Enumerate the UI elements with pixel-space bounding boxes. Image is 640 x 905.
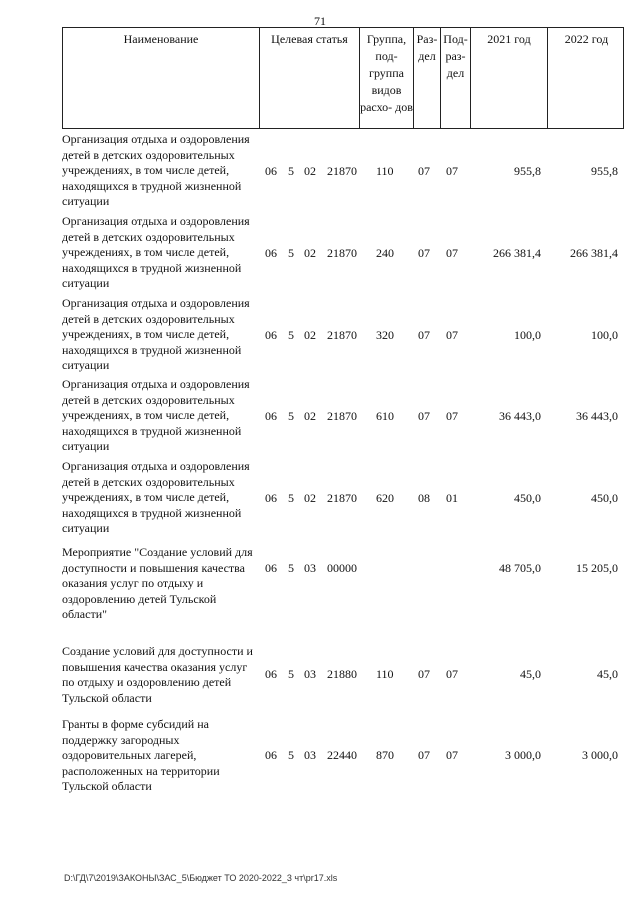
- subsection-code: 07: [446, 409, 458, 423]
- target-part-1: 06: [265, 164, 277, 178]
- section-code: 07: [418, 748, 430, 762]
- target-part-3: 03: [304, 561, 316, 575]
- header-2022: 2022 год: [564, 32, 609, 46]
- target-part-4: 21870: [327, 409, 357, 423]
- value-2021: 3 000,0: [505, 748, 541, 762]
- subsection-code: 01: [446, 491, 458, 505]
- target-part-2: 5: [288, 409, 294, 423]
- header-name: Наименование: [63, 28, 260, 128]
- value-2021: 100,0: [514, 328, 541, 342]
- target-part-1: 06: [265, 246, 277, 260]
- section-code: 08: [418, 491, 430, 505]
- subsection-code: 07: [446, 748, 458, 762]
- row-name: Организация отдыха и оздоровления детей в детских оздоровительных учреждениях, в том числе детей, находящихся в трудной жизненной ситуации: [62, 214, 250, 290]
- value-2021: 266 381,4: [493, 246, 541, 260]
- target-part-3: 02: [304, 409, 316, 423]
- section-code: 07: [418, 164, 430, 178]
- section-code: 07: [418, 409, 430, 423]
- value-2022: 36 443,0: [576, 409, 618, 423]
- row-name: Организация отдыха и оздоровления детей в детских оздоровительных учреждениях, в том числе детей, находящихся в трудной жизненной ситуации: [62, 377, 250, 453]
- value-2021: 955,8: [514, 164, 541, 178]
- target-part-1: 06: [265, 491, 277, 505]
- group-code: 320: [376, 328, 394, 342]
- value-2022: 955,8: [591, 164, 618, 178]
- row-name: Мероприятие "Создание условий для доступности и повышения качества оказания услуг по отдыху и оздоровлению детей Тульской области": [62, 545, 253, 621]
- row-name: Гранты в форме субсидий на поддержку загородных оздоровительных лагерей, расположенных на территории Тульской области: [62, 717, 220, 793]
- target-part-4: 22440: [327, 748, 357, 762]
- target-part-3: 02: [304, 246, 316, 260]
- section-code: 07: [418, 328, 430, 342]
- target-part-3: 03: [304, 667, 316, 681]
- section-code: 07: [418, 246, 430, 260]
- value-2021: 36 443,0: [499, 409, 541, 423]
- target-part-4: 21870: [327, 246, 357, 260]
- target-part-1: 06: [265, 328, 277, 342]
- row-name: Организация отдыха и оздоровления детей в детских оздоровительных учреждениях, в том числе детей, находящихся в трудной жизненной ситуации: [62, 459, 250, 535]
- target-part-3: 02: [304, 164, 316, 178]
- target-part-2: 5: [288, 491, 294, 505]
- target-part-3: 02: [304, 328, 316, 342]
- target-part-4: 21870: [327, 491, 357, 505]
- header-target: Целевая статья: [260, 28, 360, 128]
- value-2021: 48 705,0: [499, 561, 541, 575]
- value-2021: 45,0: [520, 667, 541, 681]
- value-2022: 100,0: [591, 328, 618, 342]
- header-section: Раз- дел: [414, 28, 441, 128]
- value-2021: 450,0: [514, 491, 541, 505]
- target-part-4: 21870: [327, 328, 357, 342]
- table-header: [62, 27, 624, 129]
- group-code: 110: [376, 667, 394, 681]
- value-2022: 450,0: [591, 491, 618, 505]
- group-code: 620: [376, 491, 394, 505]
- target-part-2: 5: [288, 748, 294, 762]
- target-part-2: 5: [288, 246, 294, 260]
- target-part-1: 06: [265, 748, 277, 762]
- value-2022: 266 381,4: [570, 246, 618, 260]
- group-code: 870: [376, 748, 394, 762]
- header-2021: 2021 год: [471, 28, 548, 128]
- target-part-4: 21870: [327, 164, 357, 178]
- target-part-4: 21880: [327, 667, 357, 681]
- target-part-2: 5: [288, 328, 294, 342]
- target-part-3: 03: [304, 748, 316, 762]
- page-number: 71: [314, 14, 326, 28]
- target-part-2: 5: [288, 164, 294, 178]
- target-part-3: 02: [304, 491, 316, 505]
- target-part-1: 06: [265, 409, 277, 423]
- subsection-code: 07: [446, 246, 458, 260]
- section-code: 07: [418, 667, 430, 681]
- row-name: Организация отдыха и оздоровления детей в детских оздоровительных учреждениях, в том числе детей, находящихся в трудной жизненной ситуации: [62, 296, 250, 372]
- target-part-2: 5: [288, 667, 294, 681]
- subsection-code: 07: [446, 667, 458, 681]
- value-2022: 3 000,0: [582, 748, 618, 762]
- group-code: 610: [376, 409, 394, 423]
- value-2022: 45,0: [597, 667, 618, 681]
- target-part-4: 00000: [327, 561, 357, 575]
- group-code: 110: [376, 164, 394, 178]
- target-part-2: 5: [288, 561, 294, 575]
- subsection-code: 07: [446, 164, 458, 178]
- subsection-code: 07: [446, 328, 458, 342]
- header-group: Группа, под- группа видов расхо- дов: [360, 28, 414, 128]
- row-name: Организация отдыха и оздоровления детей в детских оздоровительных учреждениях, в том числе детей, находящихся в трудной жизненной ситуации: [62, 132, 250, 208]
- group-code: 240: [376, 246, 394, 260]
- row-name: Создание условий для доступности и повышения качества оказания услуг по отдыху и оздоровлению детей Тульской области: [62, 644, 253, 705]
- target-part-1: 06: [265, 561, 277, 575]
- header-subsection: Под- раз- дел: [441, 28, 471, 128]
- target-part-1: 06: [265, 667, 277, 681]
- value-2022: 15 205,0: [576, 561, 618, 575]
- file-path-footer: D:\ГД\7\2019\ЗАКОНЫ\ЗАС_5\Бюджет ТО 2020-2022_3 чт\pr17.xls: [64, 873, 338, 883]
